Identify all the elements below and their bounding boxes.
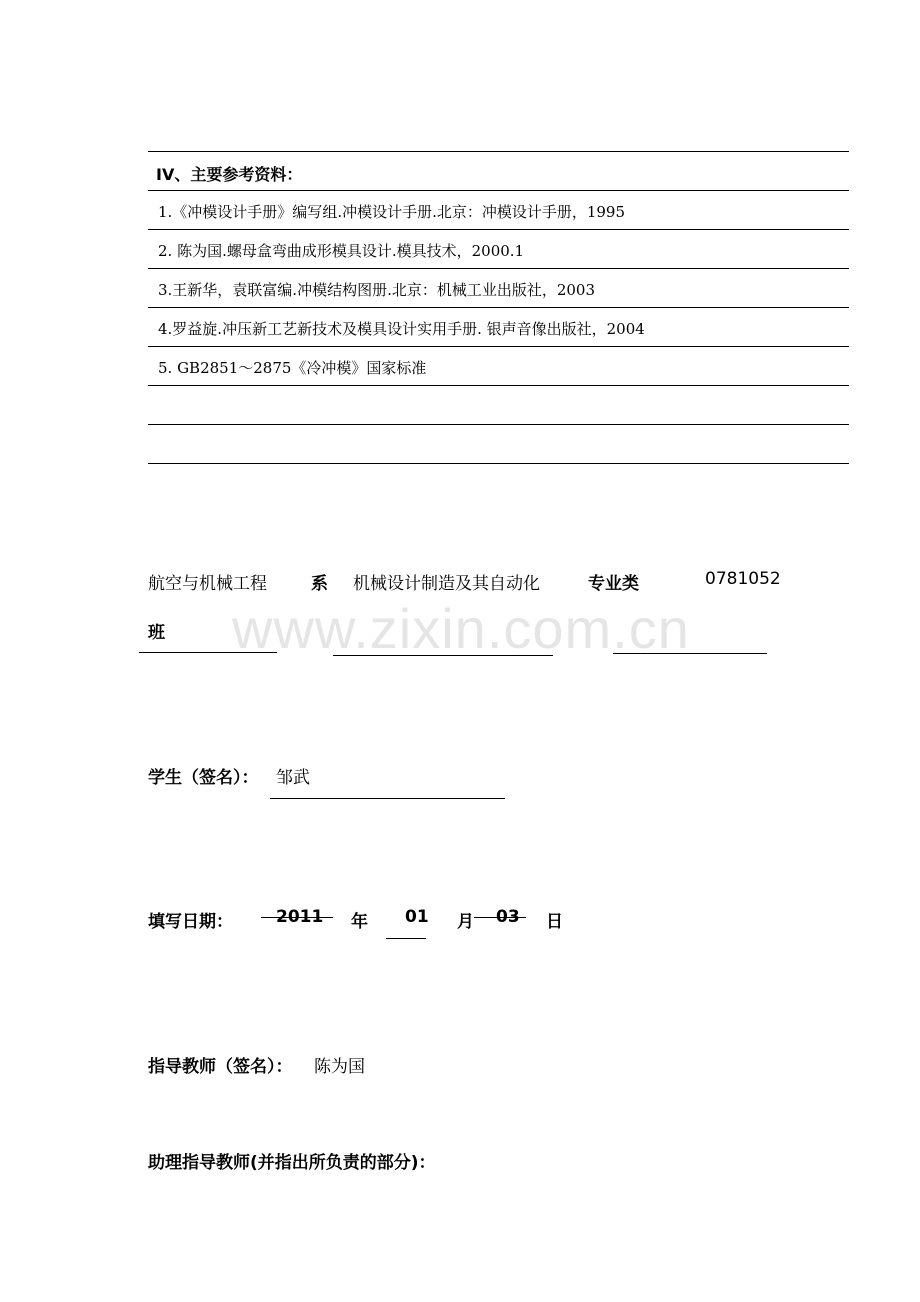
student-label: 学生（签名）：	[148, 768, 259, 788]
advisor-label: 指导教师（签名）：	[148, 1057, 293, 1077]
references-heading-row	[148, 151, 849, 191]
student-signature-line	[270, 798, 505, 799]
department-value: 航空与机械工程	[148, 574, 267, 594]
date-day: 03	[496, 907, 520, 927]
month-label: 月	[457, 912, 474, 932]
class-label: 班	[148, 623, 165, 643]
reference-row	[148, 347, 849, 386]
day-strike-line	[474, 917, 526, 918]
reference-row-empty	[148, 386, 849, 425]
reference-row	[148, 269, 849, 308]
reference-item: 2. 陈为国.螺母盒弯曲成形模具设计.模具技术，2000.1	[158, 242, 525, 260]
reference-row	[148, 191, 849, 230]
class-number-value: 0781052	[705, 569, 781, 589]
reference-item: 4.罗益旋.冲压新工艺新技术及模具设计实用手册. 银声音像出版社，2004	[158, 320, 645, 338]
month-underline	[386, 938, 426, 939]
reference-row	[148, 230, 849, 269]
major-label: 专业类	[588, 574, 639, 594]
date-label: 填写日期：	[148, 912, 233, 932]
date-year: 2011	[276, 907, 324, 927]
day-label: 日	[546, 912, 563, 932]
major-value: 机械设计制造及其自动化	[353, 574, 540, 594]
references-table	[148, 151, 849, 464]
watermark: www.zixin.com.cn	[232, 597, 690, 660]
references-heading: IV、主要参考资料：	[156, 165, 303, 184]
reference-item: 1.《冲模设计手册》编写组.冲模设计手册.北京：冲模设计手册，1995	[158, 203, 626, 221]
date-month: 01	[405, 907, 429, 927]
student-name: 邹武	[276, 768, 310, 788]
reference-item: 3.王新华，袁联富编.冲模结构图册.北京：机械工业出版社，2003	[158, 281, 596, 299]
department-label: 系	[311, 574, 328, 594]
reference-row	[148, 308, 849, 347]
year-label: 年	[351, 912, 368, 932]
reference-item: 5. GB2851～2875《冷冲模》国家标准	[158, 359, 427, 377]
year-strike-line	[261, 917, 333, 918]
advisor-name: 陈为国	[314, 1057, 365, 1077]
assistant-advisor-label: 助理指导教师(并指出所负责的部分)：	[148, 1153, 436, 1173]
reference-row-empty	[148, 425, 849, 464]
